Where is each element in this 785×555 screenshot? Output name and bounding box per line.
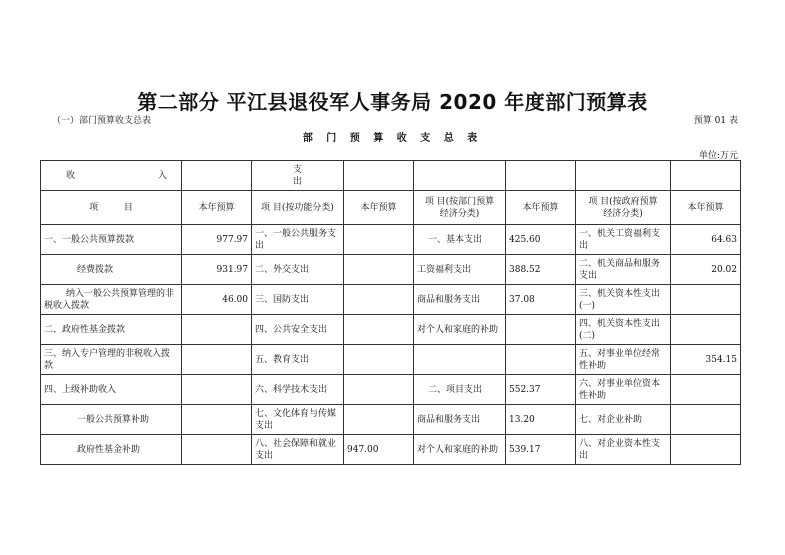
dept-item: 对个人和家庭的补助 [414, 315, 506, 345]
header-func-class: 项 目(按功能分类) [252, 191, 344, 225]
header-expense-cell [252, 161, 344, 191]
dept-amount: 13.20 [506, 405, 576, 435]
header-income-left: 收 [66, 170, 76, 181]
income-item: 二、政府性基金拨款 [41, 315, 182, 345]
header-econ-gov [576, 191, 671, 225]
table-row [41, 285, 741, 315]
income-amount: 46.00 [182, 285, 252, 315]
income-item: 一般公共预算补助 [41, 405, 182, 435]
table-row [41, 315, 741, 345]
income-item: 政府性基金补助 [41, 435, 182, 465]
table-row [41, 255, 741, 285]
header-year-budget: 本年预算 [344, 191, 414, 225]
header-empty-cell [671, 161, 741, 191]
func-amount [344, 375, 414, 405]
header-econ-gov-line2: 经济分类) [603, 208, 643, 219]
header-econ-dept-line1: 项 目(按部门预算 [424, 196, 495, 207]
gov-amount [671, 375, 741, 405]
table-subtitle: （一）部门预算收支总表 [52, 116, 152, 126]
page-title: 第二部分 平江县退役军人事务局 2020 年度部门预算表 [137, 90, 648, 114]
func-amount [344, 315, 414, 345]
dept-amount: 539.17 [506, 435, 576, 465]
gov-item: 八、对企业资本性支出 [576, 435, 671, 465]
func-item: 三、国防支出 [252, 285, 344, 315]
dept-item: 二、项目支出 [414, 375, 506, 405]
dept-amount [506, 315, 576, 345]
header-expense-top: 支 [292, 164, 302, 175]
gov-amount: 354.15 [671, 345, 741, 375]
func-item: 二、外交支出 [252, 255, 344, 285]
gov-amount [671, 435, 741, 465]
func-amount [344, 255, 414, 285]
func-item: 七、文化体育与传媒支出 [252, 405, 344, 435]
func-amount [344, 225, 414, 255]
gov-amount [671, 405, 741, 435]
header-year-budget: 本年预算 [671, 191, 741, 225]
income-item: 四、上级补助收入 [41, 375, 182, 405]
dept-item: 一、基本支出 [414, 225, 506, 255]
func-item: 一、一般公共服务支出 [252, 225, 344, 255]
header-econ-dept [414, 191, 506, 225]
dept-amount: 552.37 [506, 375, 576, 405]
gov-item: 二、机关商品和服务支出 [576, 255, 671, 285]
gov-amount: 20.02 [671, 255, 741, 285]
header-item: 项 目 [41, 191, 182, 225]
gov-item: 七、对企业补助 [576, 405, 671, 435]
header-row-1 [41, 161, 741, 191]
dept-item [414, 345, 506, 375]
func-item: 五、教育支出 [252, 345, 344, 375]
header-empty-cell [344, 161, 414, 191]
func-item: 六、科学技术支出 [252, 375, 344, 405]
dept-item: 工资福利支出 [414, 255, 506, 285]
header-income-right: 入 [157, 170, 167, 181]
budget-table [40, 160, 741, 465]
header-empty-cell [414, 161, 506, 191]
header-econ-dept-line2: 经济分类) [439, 208, 480, 219]
func-item: 四、公共安全支出 [252, 315, 344, 345]
header-expense-bottom: 出 [292, 176, 302, 187]
func-amount [344, 405, 414, 435]
func-amount [344, 285, 414, 315]
gov-item: 一、机关工资福利支出 [576, 225, 671, 255]
header-income-cell [41, 161, 182, 191]
income-amount: 931.97 [182, 255, 252, 285]
func-item: 八、社会保障和就业支出 [252, 435, 344, 465]
income-amount [182, 375, 252, 405]
dept-item: 商品和服务支出 [414, 405, 506, 435]
gov-item: 三、机关资本性支出(一) [576, 285, 671, 315]
gov-item: 四、机关资本性支出(二) [576, 315, 671, 345]
gov-amount [671, 315, 741, 345]
income-amount [182, 345, 252, 375]
unit-label: 单位:万元 [698, 151, 738, 161]
header-year-budget: 本年预算 [182, 191, 252, 225]
table-row [41, 435, 741, 465]
header-empty-cell [576, 161, 671, 191]
header-empty-cell [506, 161, 576, 191]
income-amount [182, 405, 252, 435]
income-item: 纳入一般公共预算管理的非税收入拨款 [41, 285, 182, 315]
income-amount [182, 315, 252, 345]
table-row [41, 225, 741, 255]
table-title: 部 门 预 算 收 支 总 表 [302, 133, 483, 144]
table-code: 预算 01 表 [693, 116, 738, 126]
table-row [41, 405, 741, 435]
income-item: 三、纳入专户管理的非税收入拨款 [41, 345, 182, 375]
gov-amount: 64.63 [671, 225, 741, 255]
gov-item: 六、对事业单位资本性补助 [576, 375, 671, 405]
gov-amount [671, 285, 741, 315]
dept-amount: 425.60 [506, 225, 576, 255]
header-econ-gov-line1: 项 目(按政府预算 [588, 196, 658, 207]
header-empty-cell [182, 161, 252, 191]
dept-item: 对个人和家庭的补助 [414, 435, 506, 465]
dept-amount: 388.52 [506, 255, 576, 285]
gov-item: 五、对事业单位经常性补助 [576, 345, 671, 375]
func-amount: 947.00 [344, 435, 414, 465]
table-row [41, 345, 741, 375]
dept-item: 商品和服务支出 [414, 285, 506, 315]
header-year-budget: 本年预算 [506, 191, 576, 225]
dept-amount: 37.08 [506, 285, 576, 315]
income-item: 一、一般公共预算拨款 [41, 225, 182, 255]
func-amount [344, 345, 414, 375]
income-amount: 977.97 [182, 225, 252, 255]
income-item: 经费拨款 [41, 255, 182, 285]
income-amount [182, 435, 252, 465]
table-row [41, 375, 741, 405]
header-row-2 [41, 191, 741, 225]
dept-amount [506, 345, 576, 375]
